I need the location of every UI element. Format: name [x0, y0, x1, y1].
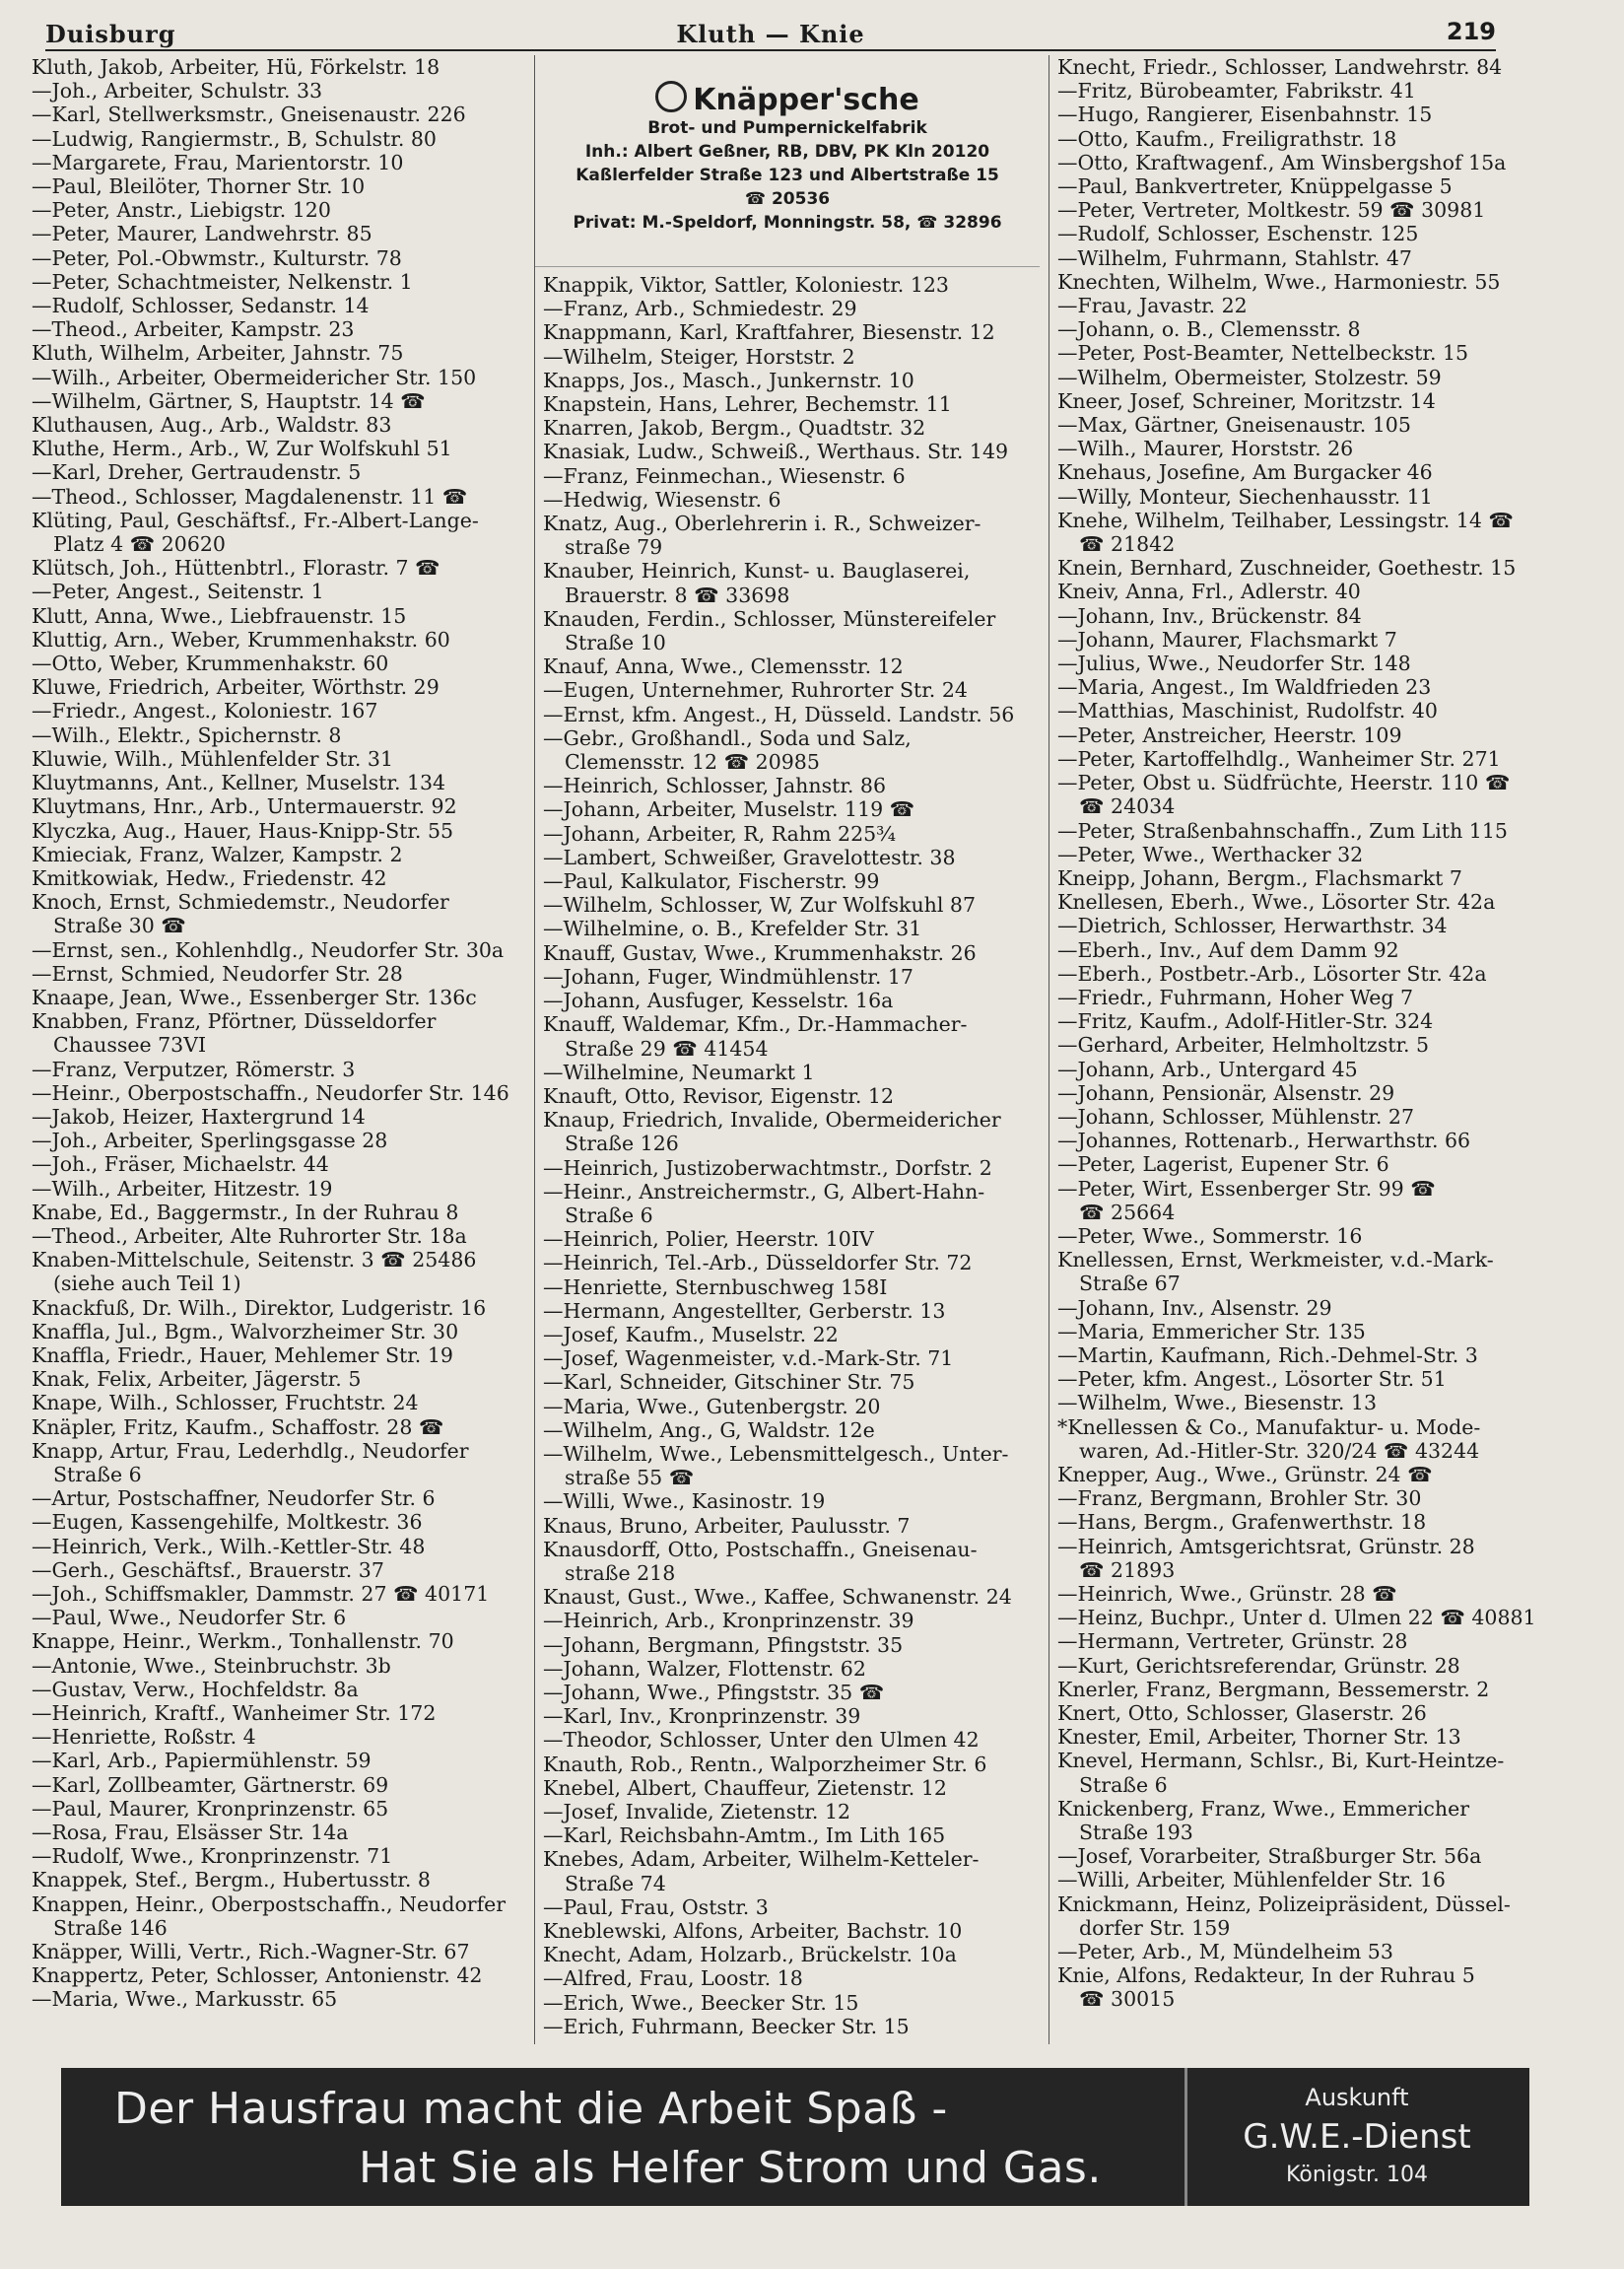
directory-entry: (siehe auch Teil 1) — [53, 1272, 241, 1296]
bakery-logo-icon — [655, 81, 687, 112]
directory-entry: —Fritz, Kaufm., Adolf-Hitler-Str. 324 — [1057, 1009, 1434, 1034]
directory-entry: Knein, Bernhard, Zuschneider, Goethestr. 15 — [1057, 556, 1517, 581]
directory-entry: —Josef, Vorarbeiter, Straßburger Str. 56a — [1057, 1844, 1482, 1869]
directory-entry: —Johann, Ausfuger, Kesselstr. 16a — [543, 989, 894, 1013]
directory-entry: Knatz, Aug., Oberlehrerin i. R., Schweizer- — [543, 512, 981, 536]
directory-entry: Knapp, Artur, Frau, Lederhdlg., Neudorfer — [32, 1438, 469, 1463]
directory-entry: —Gustav, Verw., Hochfeldstr. 8a — [32, 1677, 359, 1701]
directory-entry: —Karl, Arb., Papiermühlenstr. 59 — [32, 1749, 372, 1773]
directory-entry: straße 218 — [565, 1560, 676, 1585]
directory-entry: —Heinr., Oberpostschaffn., Neudorfer Str. 146 — [32, 1080, 509, 1105]
directory-entry: —Peter, Obst u. Südfrüchte, Heerstr. 110 ☎ — [1057, 771, 1511, 795]
directory-entry: —Henriette, Sternbuschweg 158I — [543, 1274, 888, 1299]
directory-entry: —Willi, Wwe., Kasinostr. 19 — [543, 1489, 826, 1514]
directory-entry: —Peter, Anstreicher, Heerstr. 109 — [1057, 722, 1402, 747]
directory-entry: Knickenberg, Franz, Wwe., Emmericher — [1057, 1796, 1470, 1821]
ad-subtitle: Brot- und Pumpernickelfabrik — [647, 118, 927, 139]
directory-entry: dorfer Str. 159 — [1079, 1915, 1231, 1940]
directory-entry: —Heinrich, Tel.-Arb., Düsseldorfer Str. 72 — [543, 1251, 973, 1275]
directory-entry: —Johann, Walzer, Flottenstr. 62 — [543, 1656, 866, 1681]
directory-entry: Knechten, Wilhelm, Wwe., Harmoniestr. 55 — [1057, 269, 1501, 294]
directory-entry: —Heinr., Anstreichermstr., G, Albert-Hahn- — [543, 1179, 985, 1203]
directory-entry: —Erich, Wwe., Beecker Str. 15 — [543, 1990, 859, 2015]
directory-entry: Kluttig, Arn., Weber, Krummenhakstr. 60 — [32, 627, 450, 652]
directory-entry: —Peter, Straßenbahnschaffn., Zum Lith 115 — [1057, 818, 1508, 843]
directory-entry: —Johann, Bergmann, Pfingststr. 35 — [543, 1632, 904, 1657]
directory-entry: —Heinrich, Verk., Wilh.-Kettler-Str. 48 — [32, 1534, 426, 1558]
directory-entry: —Wilh., Arbeiter, Hitzestr. 19 — [32, 1176, 333, 1201]
footer-info — [1184, 2068, 1529, 2206]
directory-entry: —Hermann, Vertreter, Grünstr. 28 — [1057, 1629, 1408, 1654]
directory-entry: —Matthias, Maschinist, Rudolfstr. 40 — [1057, 699, 1438, 723]
directory-entry: Knepper, Aug., Wwe., Grünstr. 24 ☎ — [1057, 1462, 1433, 1486]
directory-entry: —Erich, Fuhrmann, Beecker Str. 15 — [543, 2014, 910, 2038]
directory-entry: Knape, Wilh., Schlosser, Fruchtstr. 24 — [32, 1391, 419, 1415]
directory-entry: Knappik, Viktor, Sattler, Koloniestr. 123 — [543, 273, 949, 297]
directory-entry: —Heinrich, Arb., Kronprinzenstr. 39 — [543, 1609, 914, 1633]
directory-entry: —Wilhelmine, o. B., Krefelder Str. 31 — [543, 917, 922, 941]
directory-entry: Knappmann, Karl, Kraftfahrer, Biesenstr. 12 — [543, 320, 995, 345]
directory-entry: —Rudolf, Schlosser, Sedanstr. 14 — [32, 294, 370, 318]
directory-entry: —Maria, Wwe., Gutenbergstr. 20 — [543, 1394, 881, 1418]
directory-entry: —Karl, Dreher, Gertraudenstr. 5 — [32, 460, 362, 485]
directory-entry: —Dietrich, Schlosser, Herwarthstr. 34 — [1057, 914, 1448, 938]
ad-owner: Inh.: Albert Geßner, RB, DBV, PK Kln 20120 — [584, 142, 990, 163]
directory-entry: —Peter, Maurer, Landwehrstr. 85 — [32, 222, 372, 246]
ad-address: Kaßlerfelder Straße 123 und Albertstraße 15 — [575, 166, 999, 186]
directory-entry: Knasiak, Ludw., Schweiß., Werthaus. Str. 149 — [543, 440, 1009, 464]
directory-entry: Straße 10 — [565, 631, 666, 655]
directory-entry: —Frau, Javastr. 22 — [1057, 294, 1248, 318]
directory-entry: —Ernst, Schmied, Neudorfer Str. 28 — [32, 961, 403, 986]
directory-entry: —Alfred, Frau, Loostr. 18 — [543, 1966, 803, 1991]
directory-entry: —Peter, Arb., M, Mündelheim 53 — [1057, 1940, 1393, 1964]
directory-entry: —Eberh., Postbetr.-Arb., Lösorter Str. 42a — [1057, 961, 1487, 986]
directory-entry: —Wilh., Elektr., Spichernstr. 8 — [32, 722, 342, 747]
directory-entry: —Peter, Vertreter, Moltkestr. 59 ☎ 30981 — [1057, 198, 1486, 223]
directory-entry: Kneipp, Johann, Bergm., Flachsmarkt 7 — [1057, 865, 1462, 890]
directory-entry: Knäpper, Willi, Vertr., Rich.-Wagner-Str. 67 — [32, 1940, 470, 1964]
directory-entry: Knauber, Heinrich, Kunst- u. Bauglaserei, — [543, 559, 971, 584]
directory-entry: Knabben, Franz, Pförtner, Düsseldorfer — [32, 1009, 437, 1034]
directory-entry: Knert, Otto, Schlosser, Glaserstr. 26 — [1057, 1701, 1427, 1726]
directory-entry: —Franz, Feinmechan., Wiesenstr. 6 — [543, 463, 906, 488]
directory-entry: Brauerstr. 8 ☎ 33698 — [565, 583, 790, 607]
directory-entry: Knevel, Hermann, Schlsr., Bi, Kurt-Heintze- — [1057, 1749, 1505, 1773]
directory-entry: Straße 74 — [565, 1871, 666, 1895]
directory-entry: —Karl, Inv., Kronprinzenstr. 39 — [543, 1704, 861, 1729]
header-city: Duisburg — [45, 20, 176, 48]
directory-entry: ☎ 25664 — [1079, 1200, 1176, 1224]
directory-entry: —Karl, Reichsbahn-Amtm., Im Lith 165 — [543, 1823, 946, 1848]
directory-entry: —Martin, Kaufmann, Rich.-Dehmel-Str. 3 — [1057, 1342, 1478, 1367]
directory-entry: Knellessen, Ernst, Werkmeister, v.d.-Mark- — [1057, 1248, 1494, 1272]
directory-entry: Knehaus, Josefine, Am Burgacker 46 — [1057, 460, 1433, 485]
directory-entry: —Rudolf, Schlosser, Eschenstr. 125 — [1057, 222, 1419, 246]
directory-entry: —Peter, Wwe., Werthacker 32 — [1057, 842, 1364, 866]
directory-entry: Knauff, Waldemar, Kfm., Dr.-Hammacher- — [543, 1012, 968, 1037]
directory-entry: —Theod., Arbeiter, Alte Ruhrorter Str. 18a — [32, 1223, 467, 1248]
directory-entry: —Eberh., Inv., Auf dem Damm 92 — [1057, 937, 1399, 962]
directory-entry: —Karl, Stellwerksmstr., Gneisenaustr. 226 — [32, 103, 466, 127]
directory-entry: Kluytmanns, Ant., Kellner, Muselstr. 134 — [32, 771, 446, 795]
directory-entry: ☎ 24034 — [1079, 794, 1176, 819]
directory-entry: —Paul, Kalkulator, Fischerstr. 99 — [543, 869, 880, 894]
directory-entry: —Peter, Schachtmeister, Nelkenstr. 1 — [32, 269, 413, 294]
directory-entry: Knickmann, Heinz, Polizeipräsident, Düssel- — [1057, 1891, 1511, 1916]
directory-entry: —Paul, Wwe., Neudorfer Str. 6 — [32, 1606, 347, 1630]
directory-entry: —Wilh., Maurer, Horststr. 26 — [1057, 437, 1354, 461]
directory-entry: —Heinrich, Kraftf., Wanheimer Str. 172 — [32, 1701, 437, 1726]
directory-entry: Knauth, Rob., Rentn., Walporzheimer Str. 6 — [543, 1752, 987, 1776]
directory-entry: —Johann, o. B., Clemensstr. 8 — [1057, 317, 1361, 342]
directory-entry: —Peter, Kartoffelhdlg., Wanheimer Str. 271 — [1057, 746, 1501, 771]
directory-entry: —Henriette, Roßstr. 4 — [32, 1725, 256, 1750]
directory-entry: —Max, Gärtner, Gneisenaustr. 105 — [1057, 413, 1411, 438]
directory-entry: —Rudolf, Wwe., Kronprinzenstr. 71 — [32, 1844, 393, 1869]
directory-entry: —Johann, Arbeiter, Muselstr. 119 ☎ — [543, 797, 915, 822]
directory-entry: Knauf, Anna, Wwe., Clemensstr. 12 — [543, 654, 904, 679]
directory-entry: —Peter, Post-Beamter, Nettelbeckstr. 15 — [1057, 341, 1469, 366]
directory-entry: —Peter, Angest., Seitenstr. 1 — [32, 580, 324, 604]
directory-entry: —Franz, Bergmann, Brohler Str. 30 — [1057, 1486, 1422, 1511]
directory-entry: Straße 29 ☎ 41454 — [565, 1036, 769, 1061]
directory-entry: —Heinrich, Justizoberwachtmstr., Dorfstr. 2 — [543, 1155, 992, 1180]
directory-entry: Klutt, Anna, Wwe., Liebfrauenstr. 15 — [32, 603, 407, 628]
directory-entry: —Johann, Fuger, Windmühlenstr. 17 — [543, 964, 914, 989]
directory-entry: —Fritz, Bürobeamter, Fabrikstr. 41 — [1057, 79, 1416, 103]
directory-entry: —Julius, Wwe., Neudorfer Str. 148 — [1057, 652, 1411, 676]
directory-entry: Kmitkowiak, Hedw., Friedenstr. 42 — [32, 865, 387, 890]
directory-entry: Knie, Alfons, Redakteur, In der Ruhrau 5 — [1057, 1963, 1475, 1988]
page-header — [45, 14, 1496, 51]
directory-entry: —Ludwig, Rangiermstr., B, Schulstr. 80 — [32, 126, 437, 151]
directory-entry: —Johann, Arbeiter, R, Rahm 225¾ — [543, 821, 897, 846]
directory-entry: Straße 126 — [565, 1132, 679, 1156]
directory-entry: Knackfuß, Dr. Wilh., Direktor, Ludgeristr. 16 — [32, 1295, 487, 1320]
directory-entry: Knauden, Ferdin., Schlosser, Münstereifeler — [543, 606, 996, 631]
directory-entry: —Theod., Schlosser, Magdalenenstr. 11 ☎ — [32, 484, 468, 509]
directory-entry: —Gerhard, Arbeiter, Helmholtzstr. 5 — [1057, 1033, 1430, 1058]
directory-entry: —Peter, Pol.-Obwmstr., Kulturstr. 78 — [32, 245, 402, 270]
directory-entry: —Theod., Arbeiter, Kampstr. 23 — [32, 317, 355, 342]
ad-name: Knäpper'sche — [693, 83, 919, 117]
directory-entry: Kluthe, Herm., Arb., W, Zur Wolfskuhl 51 — [32, 437, 452, 461]
directory-entry: Straße 30 ☎ — [53, 914, 186, 938]
slogan-line-2: Hat Sie als Helfer Strom und Gas. — [359, 2143, 1102, 2193]
directory-entry: —Wilhelm, Wwe., Lebensmittelgesch., Unter- — [543, 1441, 1009, 1466]
column-right — [1049, 55, 1562, 2044]
directory-entry: Knoch, Ernst, Schmiedemstr., Neudorfer — [32, 890, 449, 915]
directory-entry: —Kurt, Gerichtsreferendar, Grünstr. 28 — [1057, 1653, 1460, 1678]
directory-entry: —Friedr., Angest., Koloniestr. 167 — [32, 699, 378, 723]
directory-entry: Klüting, Paul, Geschäftsf., Fr.-Albert-Lange- — [32, 508, 479, 532]
directory-entry: *Knellessen & Co., Manufaktur- u. Mode- — [1057, 1414, 1481, 1439]
directory-entry: Kmieciak, Franz, Walzer, Kampstr. 2 — [32, 842, 403, 866]
directory-entry: Knapstein, Hans, Lehrer, Bechemstr. 11 — [543, 392, 952, 417]
directory-entry: Knaffla, Friedr., Hauer, Mehlemer Str. 19 — [32, 1342, 453, 1367]
ad-phone: ☎ 20536 — [744, 189, 831, 210]
footer-advertisement — [61, 2068, 1529, 2206]
directory-entry: —Theodor, Schlosser, Unter den Ulmen 42 — [543, 1728, 980, 1753]
directory-entry: —Rosa, Frau, Elsässer Str. 14a — [32, 1821, 349, 1845]
directory-entry: Kluytmans, Hnr., Arb., Untermauerstr. 92 — [32, 794, 457, 819]
directory-entry: Kluwie, Wilh., Mühlenfelder Str. 31 — [32, 746, 393, 771]
directory-entry: —Heinz, Buchpr., Unter d. Ulmen 22 ☎ 40881 — [1057, 1606, 1536, 1630]
column-middle-entries — [535, 273, 1040, 2038]
directory-entry: Knaben-Mittelschule, Seitenstr. 3 ☎ 25486 — [32, 1248, 477, 1272]
directory-entry: Kluth, Jakob, Arbeiter, Hü, Förkelstr. 18 — [32, 55, 440, 79]
directory-entry: Straße 146 — [53, 1915, 168, 1940]
directory-entry: Knaust, Gust., Wwe., Kaffee, Schwanenstr. 24 — [543, 1585, 1012, 1610]
directory-entry: —Karl, Schneider, Gitschiner Str. 75 — [543, 1370, 915, 1395]
directory-entry: —Joh., Fräser, Michaelstr. 44 — [32, 1152, 329, 1177]
directory-entry: —Johann, Wwe., Pfingststr. 35 ☎ — [543, 1680, 885, 1704]
footer-slogan — [61, 2068, 1187, 2206]
directory-entry: —Joh., Arbeiter, Schulstr. 33 — [32, 79, 323, 103]
ad-private: Privat: M.-Speldorf, Monningstr. 58, ☎ 32896 — [573, 213, 1002, 234]
directory-entry: Knehe, Wilhelm, Teilhaber, Lessingstr. 14 ☎ — [1057, 508, 1514, 532]
directory-entry: —Ernst, kfm. Angest., H, Düsseld. Landstr. 56 — [543, 702, 1015, 726]
column-middle — [534, 55, 1040, 2044]
directory-entry: Kneblewski, Alfons, Arbeiter, Bachstr. 10 — [543, 1919, 963, 1944]
directory-entry: —Margarete, Frau, Marientorstr. 10 — [32, 150, 404, 174]
directory-entry: —Wilhelm, Gärtner, S, Hauptstr. 14 ☎ — [32, 388, 426, 413]
directory-entry: —Joh., Schiffsmakler, Dammstr. 27 ☎ 40171 — [32, 1582, 490, 1606]
directory-entry: —Wilhelmine, Neumarkt 1 — [543, 1060, 815, 1084]
directory-entry: —Lambert, Schweißer, Gravelottestr. 38 — [543, 845, 956, 869]
directory-entry: Kneer, Josef, Schreiner, Moritzstr. 14 — [1057, 388, 1436, 413]
directory-entry: Straße 67 — [1079, 1272, 1181, 1296]
directory-entry: —Otto, Weber, Krummenhakstr. 60 — [32, 652, 389, 676]
directory-entry: Knappen, Heinr., Oberpostschaffn., Neudorfer — [32, 1891, 507, 1916]
directory-entry: Kluthausen, Aug., Arb., Waldstr. 83 — [32, 413, 392, 438]
directory-entry: —Antonie, Wwe., Steinbruchstr. 3b — [32, 1653, 391, 1678]
directory-entry: —Johann, Schlosser, Mühlenstr. 27 — [1057, 1104, 1415, 1129]
directory-entry: —Heinrich, Amtsgerichtsrat, Grünstr. 28 — [1057, 1534, 1475, 1558]
column-left — [32, 55, 524, 2044]
directory-entry: Knecht, Friedr., Schlosser, Landwehrstr. 84 — [1057, 55, 1503, 79]
directory-entry: —Joh., Arbeiter, Sperlingsgasse 28 — [32, 1129, 388, 1153]
directory-entry: —Johann, Arb., Untergard 45 — [1057, 1057, 1358, 1081]
directory-entry: Knaus, Bruno, Arbeiter, Paulusstr. 7 — [543, 1513, 911, 1538]
directory-entry: —Josef, Invalide, Zietenstr. 12 — [543, 1800, 851, 1823]
directory-entry: —Wilh., Arbeiter, Obermeidericher Str. 150 — [32, 365, 477, 389]
directory-entry: —Maria, Angest., Im Waldfrieden 23 — [1057, 675, 1432, 700]
directory-entry: —Hermann, Angestellter, Gerberstr. 13 — [543, 1298, 946, 1323]
directory-entry: —Hedwig, Wiesenstr. 6 — [543, 487, 781, 512]
directory-entry: Klütsch, Joh., Hüttenbtrl., Florastr. 7 ☎ — [32, 556, 440, 581]
directory-entry: —Johann, Inv., Brückenstr. 84 — [1057, 603, 1362, 628]
directory-entry: —Gerh., Geschäftsf., Brauerstr. 37 — [32, 1557, 384, 1582]
directory-entry: ☎ 30015 — [1079, 1987, 1176, 2012]
directory-entry: Knaape, Jean, Wwe., Essenberger Str. 136c — [32, 985, 477, 1009]
directory-entry: —Wilhelm, Schlosser, W, Zur Wolfskuhl 87 — [543, 893, 977, 918]
directory-entry: Knausdorff, Otto, Postschaffn., Gneisenau- — [543, 1537, 978, 1561]
directory-entry: —Karl, Zollbeamter, Gärtnerstr. 69 — [32, 1772, 389, 1797]
directory-entry: Knaup, Friedrich, Invalide, Obermeidericher — [543, 1108, 1001, 1133]
directory-entry: Kluth, Wilhelm, Arbeiter, Jahnstr. 75 — [32, 341, 404, 366]
directory-entry: Knerler, Franz, Bergmann, Bessemerstr. 2 — [1057, 1677, 1490, 1701]
directory-entry: Knappe, Heinr., Werkm., Tonhallenstr. 70 — [32, 1629, 454, 1654]
directory-entry: —Paul, Frau, Oststr. 3 — [543, 1894, 769, 1919]
directory-entry: Klyczka, Aug., Hauer, Haus-Knipp-Str. 55 — [32, 818, 454, 843]
page-number: 219 — [1446, 18, 1496, 45]
directory-entry: Straße 193 — [1079, 1821, 1193, 1845]
directory-entry: straße 79 — [565, 535, 663, 560]
directory-entry: —Otto, Kaufm., Freiligrathstr. 18 — [1057, 126, 1397, 151]
directory-entry: —Maria, Wwe., Markusstr. 65 — [32, 1987, 338, 2012]
directory-entry: —Wilhelm, Fuhrmann, Stahlstr. 47 — [1057, 245, 1412, 270]
directory-entry: —Wilhelm, Steiger, Horststr. 2 — [543, 344, 855, 369]
header-range: Kluth — Knie — [676, 20, 865, 48]
bakery-advertisement — [535, 55, 1040, 267]
directory-entry: —Friedr., Fuhrmann, Hoher Weg 7 — [1057, 985, 1414, 1009]
directory-entry: —Johann, Inv., Alsenstr. 29 — [1057, 1295, 1332, 1320]
directory-entry: waren, Ad.-Hitler-Str. 320/24 ☎ 43244 — [1079, 1438, 1480, 1463]
directory-entry: Knak, Felix, Arbeiter, Jägerstr. 5 — [32, 1367, 362, 1392]
directory-entry: ☎ 21893 — [1079, 1557, 1176, 1582]
directory-entry: —Hans, Bergm., Grafenwerthstr. 18 — [1057, 1510, 1427, 1535]
directory-entry: Knapps, Jos., Masch., Junkernstr. 10 — [543, 368, 914, 392]
directory-entry: —Paul, Bleilöter, Thorner Str. 10 — [32, 174, 366, 199]
directory-entry: Knebes, Adam, Arbeiter, Wilhelm-Ketteler- — [543, 1847, 980, 1872]
directory-entry: —Peter, kfm. Angest., Lösorter Str. 51 — [1057, 1367, 1447, 1392]
slogan-line-1: Der Hausfrau macht die Arbeit Spaß - — [114, 2084, 948, 2134]
directory-entry: —Gebr., Großhandl., Soda und Salz, — [543, 725, 912, 750]
directory-entry: Straße 6 — [565, 1203, 653, 1227]
directory-entry: —Josef, Wagenmeister, v.d.-Mark-Str. 71 — [543, 1346, 954, 1371]
directory-entry: —Jakob, Heizer, Haxtergrund 14 — [32, 1104, 366, 1129]
directory-entry: —Paul, Maurer, Kronprinzenstr. 65 — [32, 1796, 389, 1821]
directory-entry: —Wilhelm, Ang., G, Waldstr. 12e — [543, 1417, 875, 1442]
directory-entry: Knauff, Gustav, Wwe., Krummenhakstr. 26 — [543, 940, 977, 965]
directory-entry: —Franz, Arb., Schmiedestr. 29 — [543, 297, 857, 321]
directory-entry: —Johannes, Rottenarb., Herwarthstr. 66 — [1057, 1129, 1471, 1153]
directory-entry: —Peter, Wirt, Essenberger Str. 99 ☎ — [1057, 1176, 1436, 1201]
directory-entry: Platz 4 ☎ 20620 — [53, 532, 226, 557]
directory-entry: Chaussee 73VI — [53, 1033, 207, 1058]
directory-entry: —Johann, Maurer, Flachsmarkt 7 — [1057, 627, 1397, 652]
directory-entry: Knappek, Stef., Bergm., Hubertusstr. 8 — [32, 1868, 431, 1892]
directory-entry: —Willy, Monteur, Siechenhausstr. 11 — [1057, 484, 1433, 509]
directory-entry: —Artur, Postschaffner, Neudorfer Str. 6 — [32, 1486, 436, 1511]
directory-entry: Kluwe, Friedrich, Arbeiter, Wörthstr. 29 — [32, 675, 440, 700]
directory-entry: —Heinrich, Polier, Heerstr. 10IV — [543, 1227, 874, 1252]
directory-entry: —Peter, Lagerist, Eupener Str. 6 — [1057, 1152, 1389, 1177]
directory-entry: Knauft, Otto, Revisor, Eigenstr. 12 — [543, 1083, 895, 1108]
directory-entry: Knäpler, Fritz, Kaufm., Schaffostr. 28 ☎ — [32, 1414, 444, 1439]
directory-entry: Knester, Emil, Arbeiter, Thorner Str. 13 — [1057, 1725, 1461, 1750]
directory-entry: —Otto, Kraftwagenf., Am Winsbergshof 15a — [1057, 150, 1507, 174]
directory-entry: —Eugen, Kassengehilfe, Moltkestr. 36 — [32, 1510, 423, 1535]
directory-entry: —Peter, Anstr., Liebigstr. 120 — [32, 198, 331, 223]
directory-entry: Knappertz, Peter, Schlosser, Antonienstr. 42 — [32, 1963, 483, 1988]
directory-entry: —Johann, Pensionär, Alsenstr. 29 — [1057, 1080, 1395, 1105]
directory-entry: —Heinrich, Wwe., Grünstr. 28 ☎ — [1057, 1582, 1397, 1606]
info-title: Auskunft — [1305, 2084, 1409, 2111]
directory-entry: —Eugen, Unternehmer, Ruhrorter Str. 24 — [543, 678, 968, 703]
directory-entry: Knebel, Albert, Chauffeur, Zietenstr. 12 — [543, 1775, 947, 1800]
directory-entry: straße 55 ☎ — [565, 1466, 695, 1490]
directory-entry: —Ernst, sen., Kohlenhdlg., Neudorfer Str. 30a — [32, 937, 505, 962]
directory-entry: Straße 6 — [1079, 1772, 1168, 1797]
directory-entry: —Wilhelm, Obermeister, Stolzestr. 59 — [1057, 365, 1442, 389]
directory-entry: Knellesen, Eberh., Wwe., Lösorter Str. 42a — [1057, 890, 1496, 915]
directory-entry: —Hugo, Rangierer, Eisenbahnstr. 15 — [1057, 103, 1433, 127]
directory-entry: —Wilhelm, Wwe., Biesenstr. 13 — [1057, 1391, 1378, 1415]
directory-entry: Knecht, Adam, Holzarb., Brückelstr. 10a — [543, 1943, 957, 1967]
directory-entry: Kneiv, Anna, Frl., Adlerstr. 40 — [1057, 580, 1361, 604]
directory-entry: Knaffla, Jul., Bgm., Walvorzheimer Str. 30 — [32, 1319, 459, 1343]
directory-entry: —Paul, Bankvertreter, Knüppelgasse 5 — [1057, 174, 1453, 199]
directory-entry: —Franz, Verputzer, Römerstr. 3 — [32, 1057, 356, 1081]
directory-entry: —Josef, Kaufm., Muselstr. 22 — [543, 1322, 839, 1346]
directory-entry: —Heinrich, Schlosser, Jahnstr. 86 — [543, 774, 886, 798]
info-address: Königstr. 104 — [1286, 2163, 1428, 2187]
directory-entry: ☎ 21842 — [1079, 532, 1176, 557]
directory-entry: Clemensstr. 12 ☎ 20985 — [565, 750, 820, 775]
directory-entry: Knabe, Ed., Baggermstr., In der Ruhrau 8 — [32, 1200, 459, 1224]
directory-entry: —Peter, Wwe., Sommerstr. 16 — [1057, 1223, 1363, 1248]
directory-entry: Straße 6 — [53, 1462, 142, 1486]
directory-entry: Knarren, Jakob, Bergm., Quadtstr. 32 — [543, 416, 926, 441]
directory-entry: —Willi, Arbeiter, Mühlenfelder Str. 16 — [1057, 1868, 1446, 1892]
info-name: G.W.E.-Dienst — [1243, 2117, 1471, 2157]
directory-entry: —Maria, Emmericher Str. 135 — [1057, 1319, 1366, 1343]
